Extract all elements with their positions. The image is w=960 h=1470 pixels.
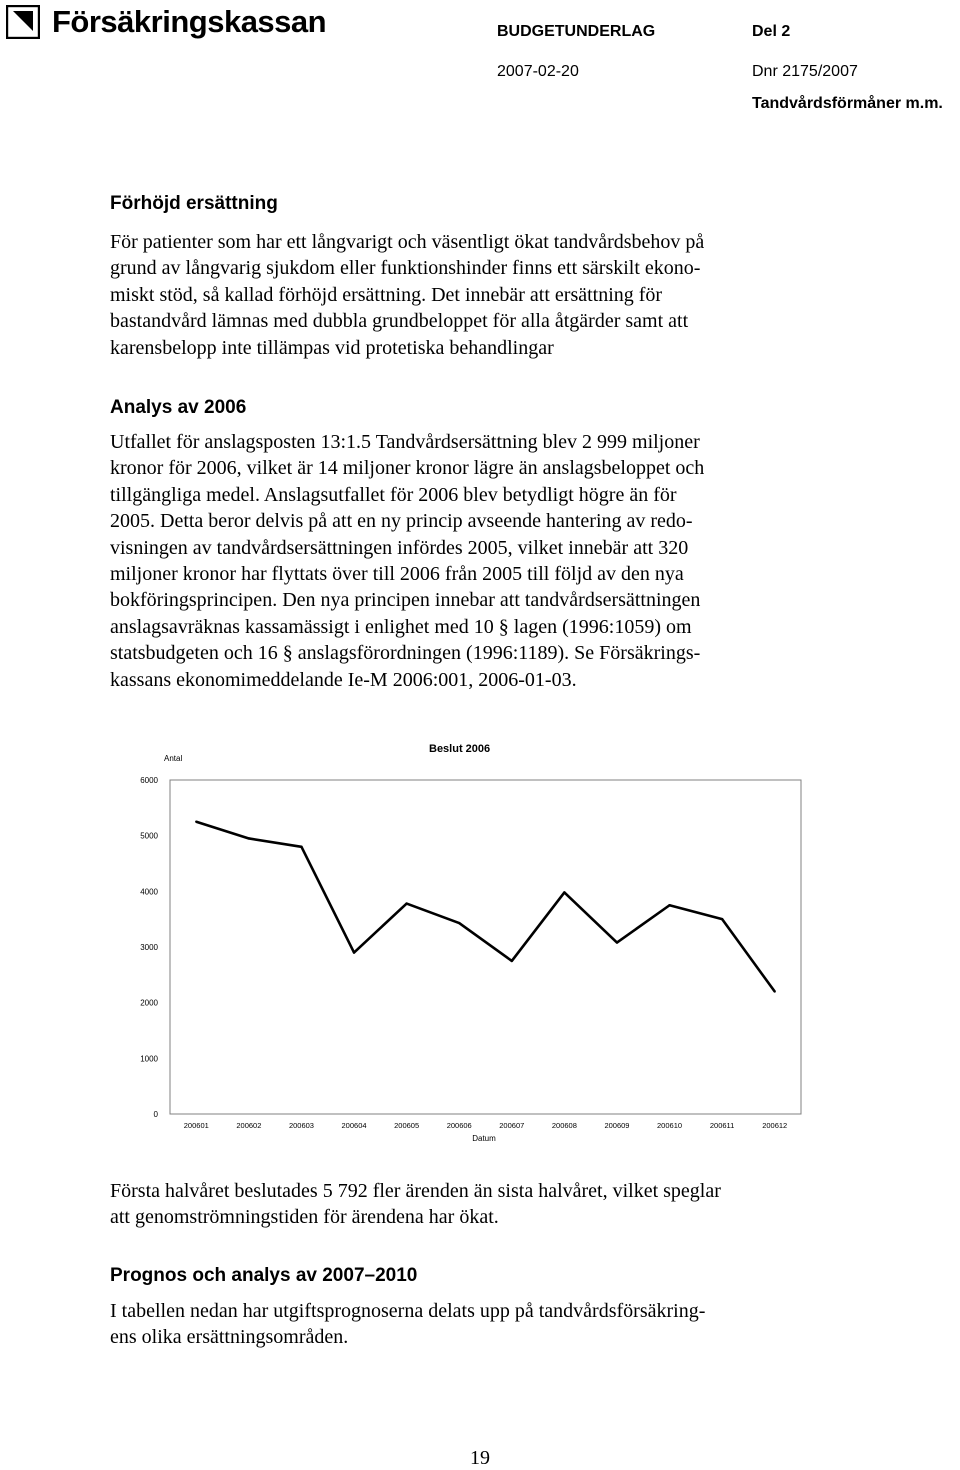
x-tick-label: 200607: [499, 1121, 525, 1130]
y-tick-label: 4000: [140, 887, 158, 897]
logo-icon: [6, 5, 40, 39]
x-tick-label: 200603: [288, 1121, 314, 1130]
paragraph-forhojd: [110, 229, 810, 361]
section-heading-prognos: Prognos och analys av 2007–2010: [110, 1265, 418, 1286]
text-line: För patienter som har ett långvarigt och väsentligt ökat tandvårdsbehov på: [110, 231, 705, 253]
text-line: anslagsavräknas kassamässigt i enlighet med 10 § lagen (1996:1059) om: [110, 615, 692, 638]
plot-area-border: [170, 780, 801, 1114]
paragraph-prognos: [110, 1298, 810, 1351]
data-point: [458, 922, 460, 924]
text-line: ens olika ersättningsområden.: [110, 1326, 349, 1349]
x-tick-label: 200610: [657, 1121, 683, 1130]
text-line: karensbelopp inte tillämpas vid protetiska behandlingar: [110, 336, 554, 359]
text-line: kassans ekonomimeddelande Ie-M 2006:001, 2006-01-03.: [110, 668, 577, 691]
y-tick-label: 0: [153, 1110, 158, 1119]
y-tick-label: 1000: [140, 1054, 158, 1064]
text-line: bastandvård lämnas med dubbla grundbeloppet för alla åtgärder samt att: [110, 310, 689, 333]
x-tick-label: 200612: [762, 1121, 788, 1130]
text-line: miskt stöd, så kallad förhöjd ersättning. Det innebär att ersättning för: [110, 283, 663, 306]
x-tick-label: 200606: [446, 1121, 472, 1130]
document-part: Del 2: [752, 23, 791, 40]
text-line: kronor för 2006, vilket är 14 miljoner kronor lägre än anslagsbeloppet och: [110, 457, 705, 480]
data-point: [721, 918, 723, 920]
x-tick-label: 200609: [604, 1121, 630, 1130]
text-line: tillgängliga medel. Anslagsutfallet för 2006 blev betydligt högre än för: [110, 483, 677, 506]
text-line: visningen av tandvårdsersättningen infördes 2005, vilket innebär att 320: [110, 536, 689, 559]
document-type: BUDGETUNDERLAG: [497, 23, 656, 40]
text-line: 2005. Detta beror delvis på att en ny princip avseende hantering av redo-: [110, 510, 693, 533]
section-heading-forhojd: Förhöjd ersättning: [110, 193, 278, 214]
chart-title: Beslut 2006: [429, 743, 491, 755]
x-tick-label: 200601: [183, 1121, 209, 1130]
data-point: [405, 902, 407, 904]
x-tick-label: 200602: [236, 1121, 262, 1130]
text-line: I tabellen nedan har utgiftsprognoserna delats upp på tandvårdsförsäkring-: [110, 1300, 706, 1322]
data-point: [774, 990, 776, 992]
x-tick-label: 200604: [341, 1121, 367, 1130]
page-number: 19: [470, 1447, 490, 1469]
data-point: [248, 837, 250, 839]
data-point: [563, 891, 565, 893]
data-point: [668, 904, 670, 906]
text-line: Utfallet för anslagsposten 13:1.5 Tandvårdsersättning blev 2 999 miljoner: [110, 431, 700, 453]
text-line: grund av långvarig sjukdom eller funktionshinder finns ett särskilt ekono-: [110, 257, 701, 280]
paragraph-analys: [110, 429, 810, 693]
x-tick-label: 200611: [709, 1121, 735, 1130]
text-line: miljoner kronor har flyttats över till 2006 från 2005 till följd av den nya: [110, 563, 684, 586]
data-point: [616, 941, 618, 943]
text-line: bokföringsprincipen. Den nya principen innebar att tandvårdsersättningen: [110, 589, 701, 612]
y-tick-label: 6000: [140, 776, 158, 785]
document-subject: Tandvårdsförmåner m.m.: [752, 95, 943, 112]
document-dnr: Dnr 2175/2007: [752, 63, 858, 80]
brand-name: Försäkringskassan: [52, 4, 327, 39]
line-chart: [130, 730, 820, 1150]
data-point: [353, 951, 355, 953]
section-heading-analys: Analys av 2006: [110, 397, 247, 418]
document-date: 2007-02-20: [497, 63, 579, 80]
text-line: att genomströmningstiden för ärendena har ökat.: [110, 1206, 499, 1229]
text-line: statsbudgeten och 16 § anslagsförordningen (1996:1189). Se Försäkrings-: [110, 642, 701, 665]
y-tick-label: 3000: [140, 943, 158, 952]
paragraph-forsta-halvaret: [110, 1178, 810, 1231]
text-line: Första halvåret beslutades 5 792 fler ärenden än sista halvåret, vilket speglar: [110, 1180, 721, 1202]
series-line: [196, 822, 774, 992]
x-axis-label: Datum: [472, 1134, 496, 1143]
y-axis-label: Antal: [164, 754, 183, 763]
data-point: [195, 821, 197, 823]
data-point: [300, 846, 302, 848]
y-tick-label: 5000: [140, 831, 158, 841]
x-tick-label: 200605: [394, 1121, 420, 1130]
data-point: [511, 960, 513, 962]
y-tick-label: 2000: [140, 998, 158, 1008]
x-tick-label: 200608: [551, 1121, 577, 1130]
